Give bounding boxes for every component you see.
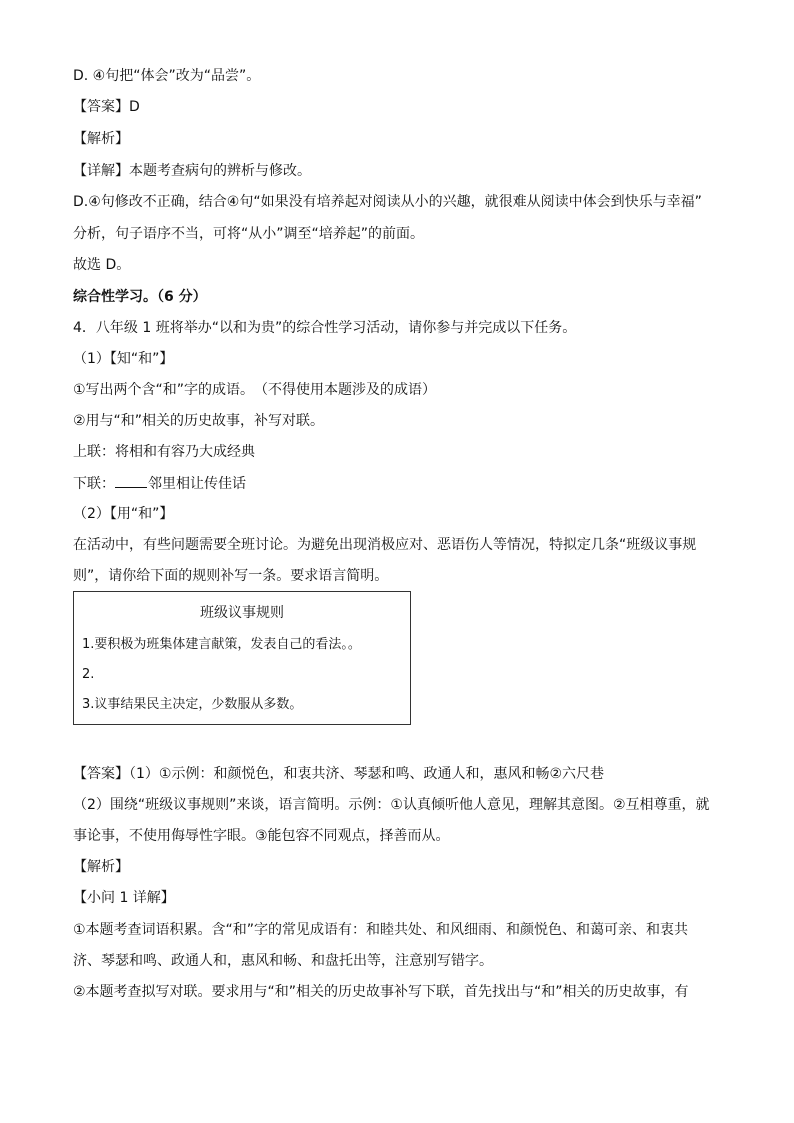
rules-box-title: 班级议事规则 bbox=[200, 605, 284, 621]
couplet-upper: 上联：将相和有容乃大成经典 bbox=[73, 444, 255, 460]
detail-line-2: 济、琴瑟和鸣、政通人和，惠风和畅、和盘托出等，注意别写错字。 bbox=[73, 953, 493, 969]
option-d-text: D. ④句把“体会”改为“品尝”。 bbox=[73, 68, 261, 84]
fill-in-blank[interactable] bbox=[115, 473, 147, 488]
choice-conclusion: 故选 D。 bbox=[73, 257, 131, 273]
subquestion-2-text-1: 在活动中，有些问题需要全班讨论。为避免出现消极应对、恶语伤人等情况，特拟定几条“班级议事规 bbox=[73, 537, 697, 553]
explanation-line-2: 分析，句子语序不当，可将“从小”调至“培养起”的前面。 bbox=[73, 226, 425, 242]
task-couplet: ②用与“和”相关的历史故事，补写对联。 bbox=[73, 413, 325, 429]
answer-label: 【答案】D bbox=[73, 99, 140, 115]
subquestion-1-detail-heading: 【小问 1 详解】 bbox=[73, 890, 175, 906]
rule-2: 2. bbox=[82, 667, 95, 682]
subquestion-2-text-2: 则”，请你给下面的规则补写一条。要求语言简明。 bbox=[73, 568, 389, 584]
rule-1: 1.要积极为班集体建言献策，发表自己的看法。。 bbox=[82, 637, 361, 652]
couplet-lower-prefix: 下联： bbox=[73, 476, 115, 492]
detail-line-3: ②本题考查拟写对联。要求用与“和”相关的历史故事补写下联，首先找出与“和”相关的历史故事，有 bbox=[73, 984, 689, 1000]
section-heading: 综合性学习。（6 分） bbox=[73, 289, 207, 305]
explanation-line-1: D.④句修改不正确，结合④句“如果没有培养起对阅读从小的兴趣，就很难从阅读中体会到快乐与幸福” bbox=[73, 194, 702, 210]
detail-text: 【详解】本题考查病句的辨析与修改。 bbox=[73, 163, 311, 179]
answer-part-2-line-1: （2）围绕“班级议事规则”来谈，语言简明。示例：①认真倾听他人意见，理解其意图。②互相尊重，就 bbox=[73, 797, 710, 813]
detail-line-1: ①本题考查词语积累。含“和”字的常见成语有：和睦共处、和风细雨、和颜悦色、和蔼可亲、和衷共 bbox=[73, 922, 689, 938]
analysis-label-2: 【解析】 bbox=[73, 859, 129, 875]
question-4-text: 4．八年级 1 班将举办“以和为贵”的综合性学习活动，请你参与并完成以下任务。 bbox=[73, 320, 577, 336]
subquestion-1-heading: （1）【知“和”】 bbox=[73, 351, 174, 367]
rule-3: 3.议事结果民主决定，少数服从多数。 bbox=[82, 697, 303, 712]
couplet-lower bbox=[73, 473, 246, 494]
rules-box bbox=[73, 591, 411, 725]
answer-section: 【答案】（1）①示例：和颜悦色，和衷共济、琴瑟和鸣、政通人和，惠风和畅②六尺巷 bbox=[73, 766, 605, 782]
couplet-lower-suffix: 邻里相让传佳话 bbox=[148, 476, 246, 492]
subquestion-2-heading: （2）【用“和”】 bbox=[73, 506, 174, 522]
answer-part-2-line-2: 事论事，不使用侮辱性字眼。③能包容不同观点，择善而从。 bbox=[73, 828, 450, 844]
analysis-label: 【解析】 bbox=[73, 131, 129, 147]
task-idiom: ①写出两个含“和”字的成语。 （不得使用本题涉及的成语） bbox=[73, 382, 437, 398]
